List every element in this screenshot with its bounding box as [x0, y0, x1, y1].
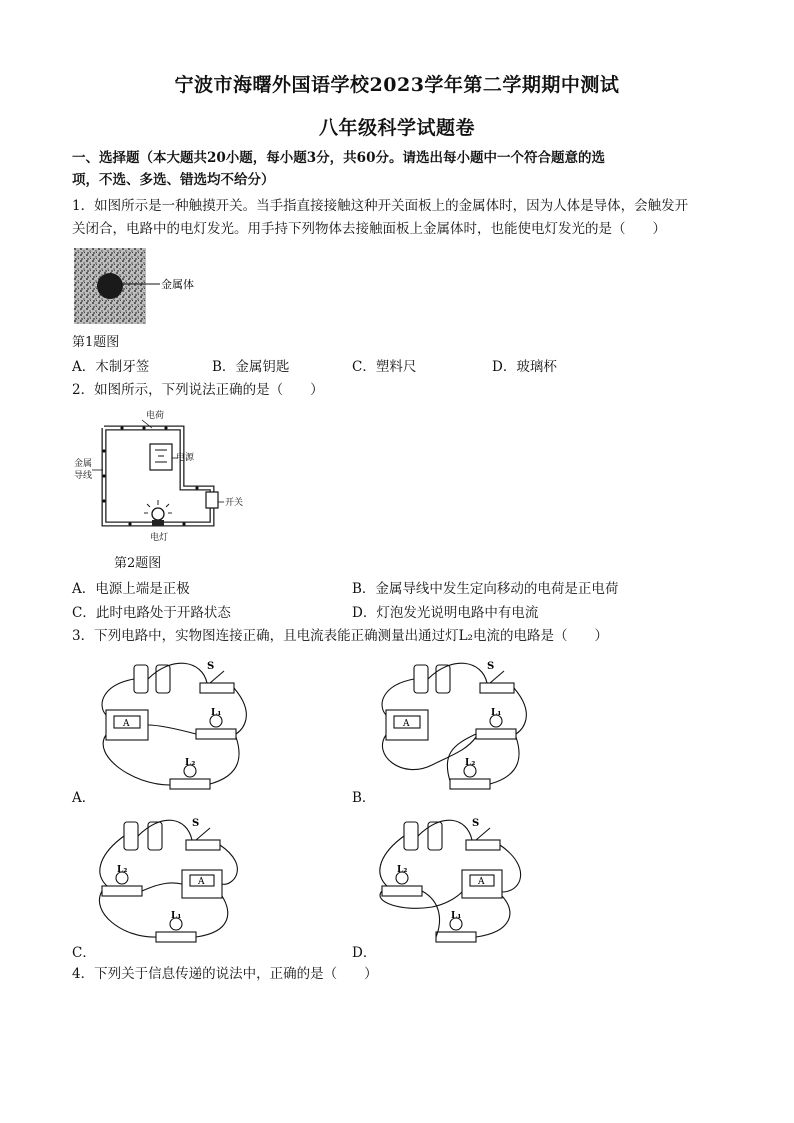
svg-text:S: S: [472, 818, 480, 829]
svg-text:A: A: [123, 719, 130, 729]
q1-option-c[interactable]: C．塑料尺: [352, 359, 417, 375]
svg-text:L₂: L₂: [117, 865, 128, 875]
section-heading-line2: 项，不选、多选、错选均不给分）: [72, 172, 275, 188]
svg-text:A: A: [478, 877, 485, 887]
lamp-label: 电灯: [150, 533, 169, 543]
q2-option-a[interactable]: A．电源上端是正极: [72, 581, 190, 597]
lamp-symbol: [152, 508, 164, 520]
svg-text:L₂: L₂: [465, 758, 476, 768]
switch-symbol: [206, 492, 218, 508]
svg-text:L₁: L₁: [451, 911, 462, 921]
q3-circuit-d: [372, 812, 542, 952]
page-title: 宁波市海曙外国语学校2023学年第二学期期中测试: [174, 74, 620, 96]
source-label: 电源: [176, 453, 195, 463]
svg-text:L₂: L₂: [185, 758, 196, 768]
wire-label-1: 金属: [74, 459, 93, 469]
metal-label: 金属体: [161, 278, 194, 291]
q1-touch-switch-figure: [74, 248, 204, 326]
q3-option-d[interactable]: D．: [352, 945, 377, 961]
svg-text:L₁: L₁: [491, 708, 502, 718]
q3-circuit-b: [372, 655, 532, 800]
q2-stem: 2．如图所示，下列说法正确的是（ ）: [72, 382, 324, 398]
q2-caption: 第2题图: [114, 556, 162, 571]
q3-circuit-c: [92, 812, 262, 952]
source-box: [150, 444, 172, 470]
svg-text:L₁: L₁: [211, 708, 222, 718]
q2-circuit-figure: [72, 406, 252, 544]
q2-option-b[interactable]: B．金属导线中发生定向移动的电荷是正电荷: [352, 581, 619, 597]
svg-text:L₂: L₂: [397, 865, 408, 875]
svg-text:A: A: [403, 719, 410, 729]
q1-option-a[interactable]: A．木制牙签: [72, 359, 150, 375]
q4-stem: 4．下列关于信息传递的说法中，正确的是（ ）: [72, 966, 378, 982]
page-subtitle: 八年级科学试题卷: [318, 117, 475, 139]
wire-label-2: 导线: [74, 471, 93, 481]
svg-text:S: S: [487, 661, 495, 672]
q2-option-d[interactable]: D．灯泡发光说明电路中有电流: [352, 605, 539, 621]
q3-option-b[interactable]: B．: [352, 790, 376, 806]
q3-option-c[interactable]: C．: [72, 945, 96, 961]
q1-option-d[interactable]: D．玻璃杯: [492, 359, 557, 375]
svg-text:S: S: [192, 818, 200, 829]
q1-caption: 第1题图: [72, 335, 120, 350]
q1-stem-line2: 关闭合，电路中的电灯发光。用手持下列物体去接触面板上金属体时，也能使电灯发光的是（ ）: [72, 221, 666, 237]
q1-option-b[interactable]: B．金属钥匙: [212, 359, 290, 375]
q3-option-a[interactable]: A．: [72, 790, 96, 806]
q3-circuit-a: [92, 655, 252, 800]
svg-text:A: A: [198, 877, 205, 887]
charge-label: 电荷: [146, 411, 165, 421]
q2-option-c[interactable]: C．此时电路处于开路状态: [72, 605, 231, 621]
svg-text:S: S: [207, 661, 215, 672]
q1-stem-line1: 1．如图所示是一种触摸开关。当手指直接接触这种开关面板上的金属体时，因为人体是导体，会触发开: [72, 198, 689, 214]
section-heading-line1: 一、选择题（本大题共20小题，每小题3分，共60分。请选出每小题中一个符合题意的选: [72, 150, 605, 166]
svg-text:L₁: L₁: [171, 911, 182, 921]
metal-plate: [97, 273, 123, 299]
switch-label: 开关: [225, 498, 244, 508]
q3-stem: 3．下列电路中，实物图连接正确，且电流表能正确测量出通过灯L₂电流的电路是（ ）: [72, 628, 608, 644]
